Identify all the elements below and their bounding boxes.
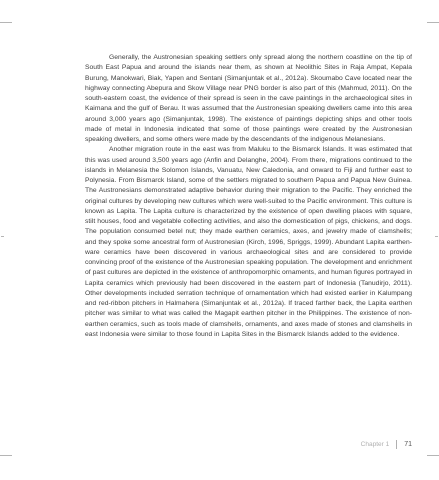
chapter-label: Chapter 1 (360, 441, 390, 448)
crop-mark-top-left (0, 10, 12, 23)
page-footer (361, 440, 412, 449)
crop-mark-bottom-right (427, 455, 439, 468)
page-number: 71 (404, 441, 412, 448)
registration-mark-left (1, 236, 4, 237)
paragraph-2: Another migration route in the east was from Maluku to the Bismarck Islands. It was estimated that this was used around 3,500 years ago (Anfin and Delanghe, 2004). From there, migrations continued to the islands in Melanesia the Solomon Islands, Vanuatu, New Caledonia, and onward to Fiji and further east to Polynesia. From Bismarck Island, some of the settlers migrated to southern Papua and Papua New Guinea. The Austronesians demonstrated adaptive behavior during their migration to the Pacific. They enriched the original cultures by developing new cultures which were well-suited to the Pacific environment. This culture is known as Lapita. The Lapita culture is characterized by the existence of open dwelling places with square, stilt houses, food and vegetable collecting activities, and also the domestication of pigs, chickens, and dogs. The population consumed betel nut; they made earthen ceramics, axes, and jewelry made of clamshells; and they spoke some ancestral form of Austronesian (Kirch, 1996, Spriggs, 1999). Abundant Lapita earthen-ware ceramics have been discovered in various archaeological sites and are considered to provide convincing proof of the existence of the Austronesian speaking population. The development and enrichment of past cultures are depicted in the existence of anthropomorphic ornaments, and human figures portrayed in Lapita ceramics which previously had been discovered in the eastern part of Indonesia (Tanudirjo, 2011). Other developments included serration technique of ornamentation which had existed earlier in Kalumpang and red-ribbon pitchers in Halmahera (Simanjuntak et al., 2012a). If traced farther back, the Lapita earthen pitcher was similar to what was called the Magapit earthen pitcher in the Philippines. The existence of non-earthen ceramics, such as tools made of clamshells, ornaments, and axes made of stones and clamshells in east Indonesia were similar to those found in Lapita Sites in the Bismarck Islands added to the evidence. (85, 146, 412, 338)
paragraph-1: Generally, the Austronesian speaking settlers only spread along the northern coastline on the tip of South East Papua and around the islands near them, as shown at Neolithic Sites in Raja Ampat, Kepala Burung, Manokwari, Biak, Yapen and Sentani (Simanjuntak et al., 2012a). Skoumabo Cave located near the highway connecting Abepura and Skow Village near PNG border is also part of this (Mahmud, 2011). On the south-eastern coast, the evidence of their spread is seen in the cave paintings in the archaeological sites in Kaimana and the gulf of Berau. It was assumed that the Austronesian speaking dwellers came into this area around 3,000 years ago (Simanjuntak, 1998). The existence of paintings depicting ships and other tools made of metal in Indonesia indicated that some of those paintings were created by the Austronesian speaking dwellers, and some others were made by the descendants of the indigenous Melanesians. (85, 54, 412, 143)
registration-mark-right (435, 236, 438, 237)
body-text (85, 53, 412, 340)
crop-mark-top-right (427, 10, 439, 23)
footer-divider (396, 440, 397, 449)
crop-mark-bottom-left (0, 455, 12, 468)
